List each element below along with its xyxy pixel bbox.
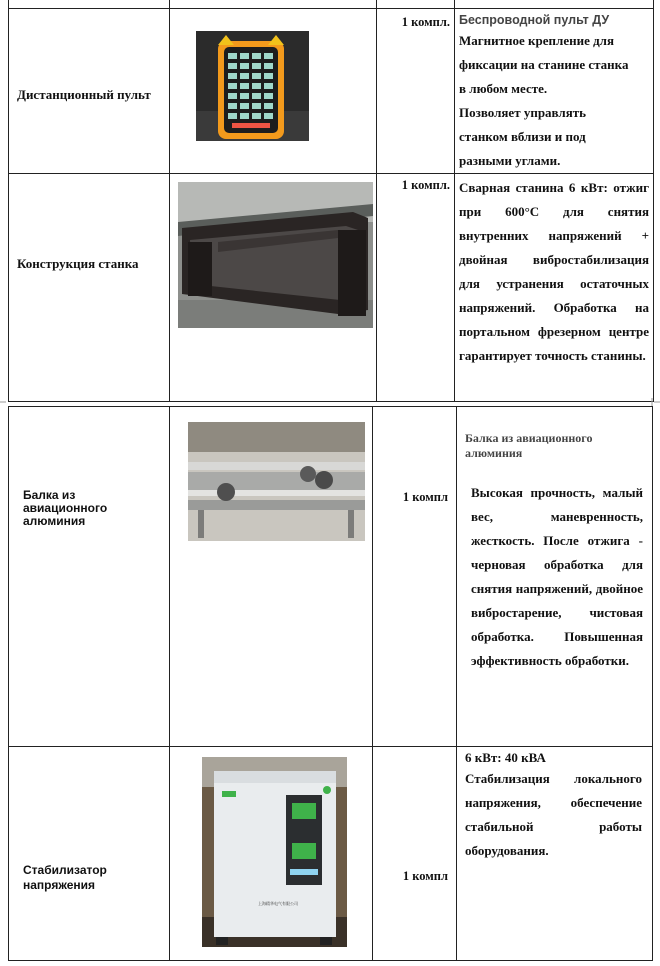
item-photo-cell [170,9,377,174]
table-row [9,407,653,747]
item-desc-line: в любом месте. [459,81,548,96]
page-break-marks [0,398,660,406]
item-qty-cell [373,747,457,961]
machine-frame-photo [178,182,373,328]
item-name: Балка из авиационного алюминия [23,488,108,528]
item-name-cell [9,9,170,174]
item-desc-line: Позволяет управлять [459,105,586,120]
item-photo-cell [170,747,373,961]
item-desc-text: Высокая прочность, малый вес, маневренность, жесткость. После отжига - черновая обработка для снятия напряжений, двойное вибростарение, чистовая обработка. Повышенная эффективность обработки. [471,485,643,668]
item-desc-cell [457,747,653,961]
table-row [9,747,653,961]
wireless-remote-photo [196,31,309,141]
item-name-cell [9,747,170,961]
item-desc-cell [457,407,653,747]
item-desc-cell [455,174,654,402]
item-photo-cell [170,407,373,747]
stabilizer-illustration [202,757,347,947]
item-qty-cell [373,407,457,747]
item-desc-cell [455,9,654,174]
machine-frame-illustration [178,182,373,328]
item-desc-text: Стабилизация локального напряжения, обеспечение стабильной работы оборудования. [465,771,642,858]
item-name-cell [9,174,170,402]
beam-illustration [188,422,365,541]
item-desc-title: Беспроводной пульт ДУ [459,13,610,27]
item-desc-title: Балка из авиационного алюминия [465,431,593,460]
item-desc-line: фиксации на станине станка [459,57,629,72]
item-name: Дистанционный пульт [17,87,151,102]
item-name: Конструкция станка [17,256,139,271]
remote-illustration [196,31,309,141]
item-photo-cell [170,174,377,402]
item-qty: 1 компл [402,490,448,504]
item-name: Стабилизатор напряжения [23,863,107,892]
table-row [9,174,654,402]
stabilizer-brand-label: 上海精华电气有限公司 [258,901,298,906]
aluminum-beam-photo [188,422,365,541]
voltage-stabilizer-photo [202,757,347,947]
item-qty: 1 компл [402,869,448,883]
item-name-cell [9,407,170,747]
item-qty-cell [377,9,455,174]
item-desc-line: разными углами. [459,153,561,168]
table-equipment-1 [8,0,654,402]
item-desc-line: станком вблизи и под [459,129,586,144]
item-desc-text: Сварная станина 6 кВт: отжиг при 600°C для снятия внутренних напряжений + двойная вибростабилизация для устранения остаточных напряжений. Обработка на портальном фрезерном центре гарантирует точность станины. [459,180,649,363]
table-equipment-2 [8,406,653,961]
item-desc-line: Магнитное крепление для [459,33,614,48]
item-desc-title: 6 кВт: 40 кВА [465,750,546,765]
table-row-top-remnant [9,0,654,9]
table-row [9,9,654,174]
item-qty: 1 компл. [401,178,450,192]
item-qty: 1 компл. [401,15,450,29]
item-qty-cell [377,174,455,402]
